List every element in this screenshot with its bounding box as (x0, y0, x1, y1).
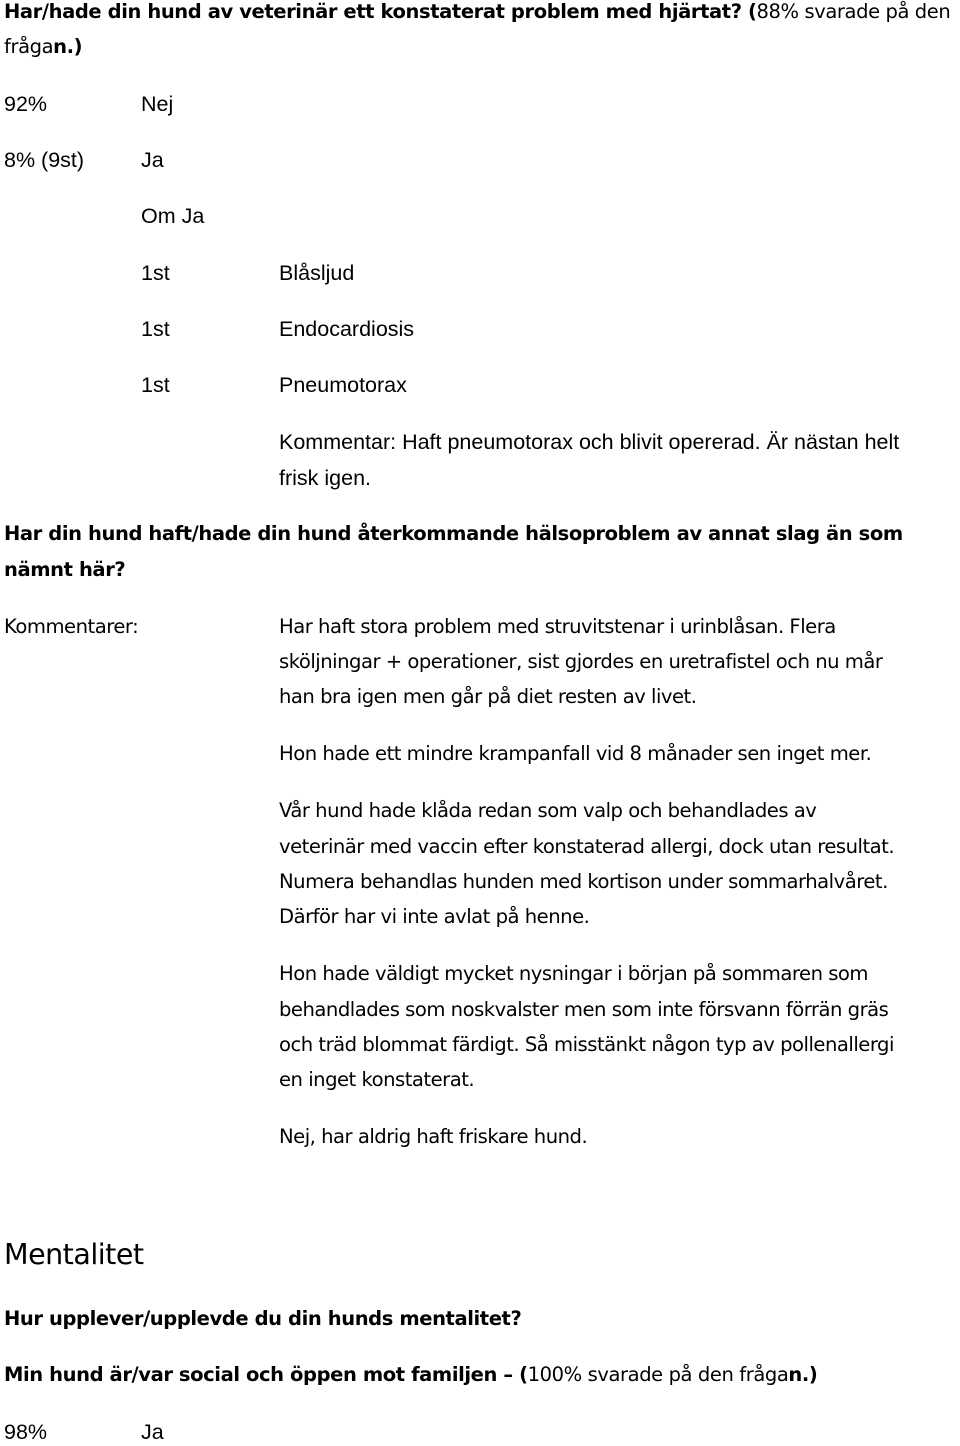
mental-row-pct: 98% (4, 1420, 48, 1444)
comment-line: behandlades som noskvalster men som inte försvann förrän gräs (279, 998, 889, 1021)
health-question-title: Har din hund haft/hade din hund återkommande hälsoproblem av annat slag än som (4, 522, 903, 545)
heart-row-answer: Nej (141, 92, 174, 116)
heart-detail-count: 1st (141, 261, 170, 285)
comment-line: veterinär med vaccin efter konstaterad allergi, dock utan resultat. (279, 835, 895, 858)
comment-line: han bra igen men går på diet resten av livet. (279, 685, 697, 708)
section-heading: Mentalitet (4, 1238, 144, 1271)
heart-detail-count: 1st (141, 373, 170, 397)
comment-line: och träd blommat färdigt. Så misstänkt någon typ av pollenallergi (279, 1033, 894, 1056)
comment-line: Numera behandlas hunden med kortison under sommarhalvåret. (279, 870, 888, 893)
comment-line: Därför har vi inte avlat på henne. (279, 905, 590, 928)
comments-label: Kommentarer: (4, 615, 139, 638)
mental-row-answer: Ja (141, 1420, 164, 1444)
comment-line: sköljningar + operationer, sist gjordes en uretrafistel och nu mår (279, 650, 883, 673)
comment-line: Hon hade ett mindre krampanfall vid 8 månader sen inget mer. (279, 742, 872, 765)
mental-sub-normal: 100% svarade på den fråga (527, 1363, 789, 1386)
heart-detail-label: Endocardiosis (279, 317, 415, 341)
heart-title-normal: 88% svarade på den (756, 0, 951, 23)
heart-comment: Kommentar: Haft pneumotorax och blivit opererad. Är nästan helt (279, 430, 900, 454)
heart-row-answer: Ja (141, 148, 164, 172)
comment-line: Hon hade väldigt mycket nysningar i början på sommaren som (279, 962, 868, 985)
heart-row-pct: 8% (9st) (4, 148, 85, 172)
heart-detail-label: Pneumotorax (279, 373, 407, 397)
heart-title-normal-2: fråga (4, 35, 54, 58)
heart-question-title (4, 0, 950, 23)
heart-row-pct: 92% (4, 92, 48, 116)
heart-title-bold-2: n.) (53, 35, 83, 58)
heart-detail-count: 1st (141, 317, 170, 341)
comment-line: Har haft stora problem med struvitstenar i urinblåsan. Flera (279, 615, 836, 638)
heart-question-title-cont (4, 35, 82, 58)
comment-line: Nej, har aldrig haft friskare hund. (279, 1125, 588, 1148)
heart-detail-label: Blåsljud (279, 261, 355, 285)
mental-question: Hur upplever/upplevde du din hunds mentalitet? (4, 1307, 522, 1330)
health-question-title-cont: nämnt här? (4, 558, 126, 581)
comment-line: Vår hund hade klåda redan som valp och behandlades av (279, 799, 817, 822)
mental-sub-bold-2: n.) (788, 1363, 818, 1386)
heart-comment-cont: frisk igen. (279, 466, 372, 490)
mental-sub-bold: Min hund är/var social och öppen mot familjen – ( (4, 1363, 528, 1386)
comment-line: en inget konstaterat. (279, 1068, 475, 1091)
heart-title-bold: Har/hade din hund av veterinär ett konstaterat problem med hjärtat? ( (4, 0, 757, 23)
mental-sub-question (4, 1363, 817, 1386)
heart-sub-label: Om Ja (141, 204, 205, 228)
